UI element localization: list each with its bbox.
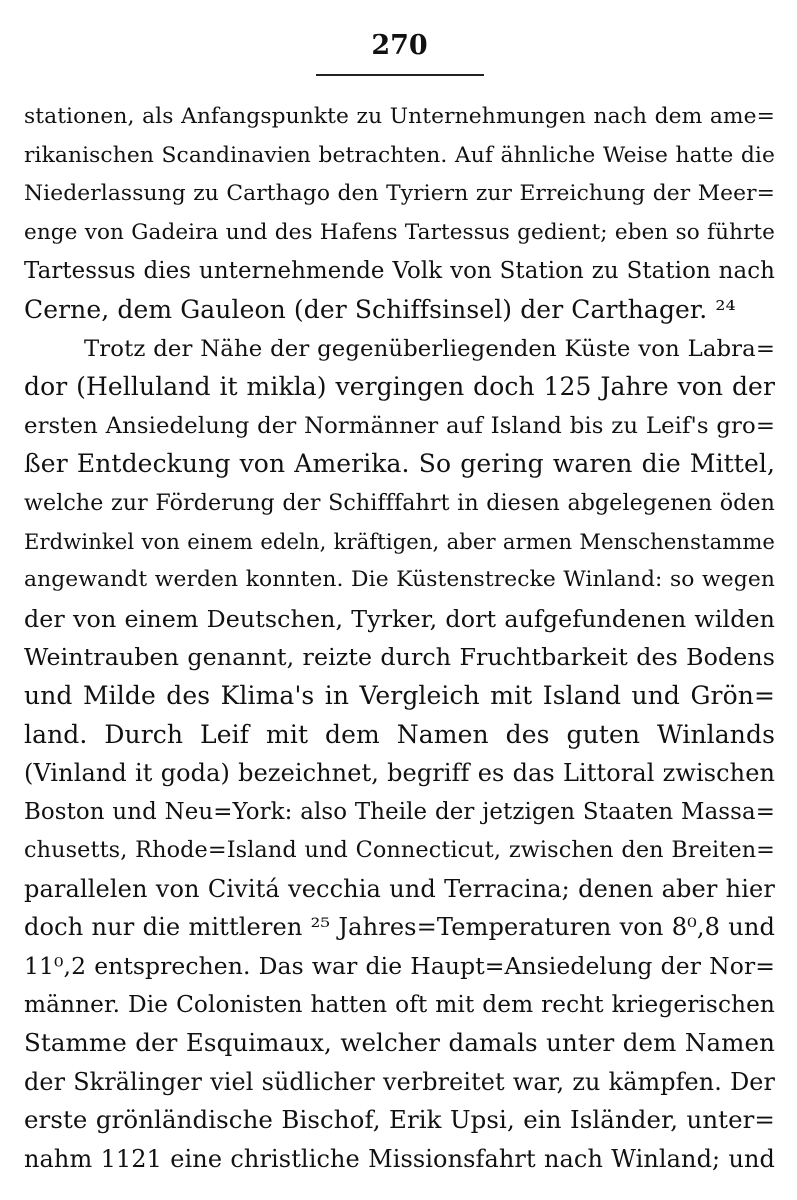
text-line: nahm 1121 eine christliche Missionsfahrt nach Winland; und xyxy=(24,1145,775,1174)
text-line: Cerne, dem Gauleon (der Schiffsinsel) der Carthager. ²⁴ xyxy=(24,294,736,324)
text-line: stationen, als Anfangspunkte zu Unternehmungen nach dem ame= xyxy=(24,104,775,129)
text-line: ersten Ansiedelung der Normänner auf Island bis zu Leif's gro= xyxy=(24,412,775,439)
paragraph xyxy=(24,98,775,330)
text-line: ßer Entdeckung von Amerika. So gering waren die Mittel, xyxy=(24,449,775,479)
header-rule xyxy=(316,74,484,76)
text-line: Niederlassung zu Carthago den Tyriern zur Erreichung der Meer= xyxy=(24,181,775,207)
text-line: land. Durch Leif mit dem Namen des guten Winlands xyxy=(24,719,775,749)
text-line: chusetts, Rhode=Island und Connecticut, zwischen den Breiten= xyxy=(24,837,775,864)
text-line: parallelen von Civitá vecchia und Terracina; denen aber hier xyxy=(24,874,775,903)
text-line: welche zur Förderung der Schifffahrt in diesen abgelegenen öden xyxy=(24,489,775,516)
body-text xyxy=(24,98,775,1179)
text-line: angewandt werden konnten. Die Küstenstrecke Winland: so wegen xyxy=(24,567,775,593)
text-line: Boston und Neu=York: also Theile der jetzigen Staaten Massa= xyxy=(24,798,775,825)
text-line: Tartessus dies unternehmende Volk von Station zu Station nach xyxy=(24,258,775,285)
text-line: Erdwinkel von einem edeln, kräftigen, aber armen Menschenstamme xyxy=(24,528,775,554)
text-line: Weintrauben genannt, reizte durch Fruchtbarkeit des Bodens xyxy=(24,643,775,672)
text-line: männer. Die Colonisten hatten oft mit dem recht kriegerischen xyxy=(24,990,775,1018)
text-line: und Milde des Klima's in Vergleich mit Island und Grön= xyxy=(24,680,775,710)
page-number: 270 xyxy=(371,30,428,61)
text-line: doch nur die mittleren ²⁵ Jahres=Temperaturen von 8⁰,8 und xyxy=(24,913,775,942)
text-line: enge von Gadeira und des Hafens Tartessus gedient; eben so führte xyxy=(24,219,775,245)
paragraph xyxy=(24,330,775,1179)
text-line: Stamme der Esquimaux, welcher damals unter dem Namen xyxy=(24,1028,775,1058)
text-line: rikanischen Scandinavien betrachten. Auf ähnliche Weise hatte die xyxy=(24,142,775,168)
text-line: (Vinland it goda) bezeichnet, begriff es das Littoral zwischen xyxy=(24,759,775,788)
text-line: der Skrälinger viel südlicher verbreitet war, zu kämpfen. Der xyxy=(24,1067,775,1096)
text-line: 11⁰,2 entsprechen. Das war die Haupt=Ansiedelung der Nor= xyxy=(24,952,775,981)
text-line: erste grönländische Bischof, Erik Upsi, ein Isländer, unter= xyxy=(24,1105,775,1135)
text-line: Trotz der Nähe der gegenüberliegenden Küste von Labra= xyxy=(84,335,775,362)
text-line: der von einem Deutschen, Tyrker, dort aufgefundenen wilden xyxy=(24,604,775,633)
text-line: dor (Helluland it mikla) vergingen doch 125 Jahre von der xyxy=(24,372,775,402)
